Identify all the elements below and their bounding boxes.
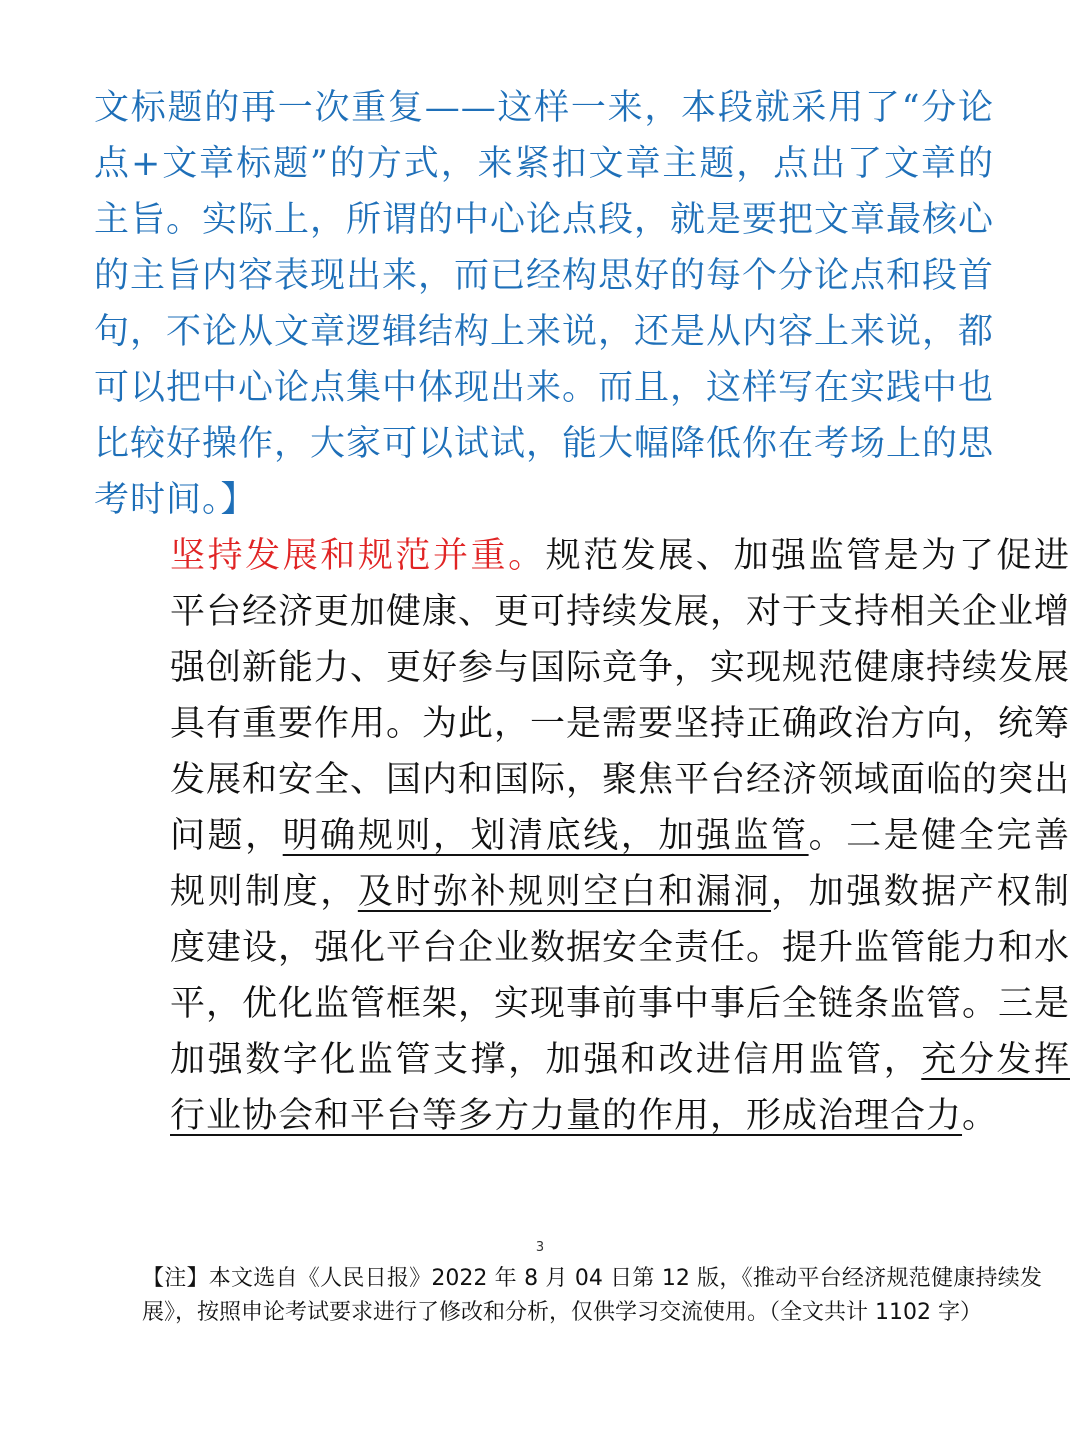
source-footnote: 【注】本文选自《人民日报》2022 年 8 月 04 日第 12 版，《推动平台经济规范健康持续发展》，按照申论考试要求进行了修改和分析，仅供学习交流使用。（全文共计 1102 字） [142,1266,1042,1325]
analysis-commentary: 文标题的再一次重复——这样一来，本段就采用了“分论点+文章标题”的方式，来紧扣文章主题，点出了文章的主旨。实际上，所谓的中心论点段，就是要把文章最核心的主旨内容表现出来，而已经构思好的每个分论点和段首句，不论从文章逻辑结构上来说，还是从内容上来说，都可以把中心论点集中体现出来。而且，这样写在实践中也比较好操作，大家可以试试，能大幅降低你在考场上的思考时间。】 [94,88,995,520]
paragraph-text-2: 。二是健全完善规则制度， [170,816,1070,912]
underlined-phrase-2: 及时弥补规则空白和漏洞 [357,872,772,912]
page-number: 3 [535,1240,545,1255]
body-paragraph [94,528,1070,1144]
paragraph-text-1: 规范发展、加强监管是为了促进平台经济更加健康、更可持续发展，对于支持相关企业增强创新能力、更好参与国际竞争，实现规范健康持续发展具有重要作用。为此，一是需要坚持正确政治方向，统筹发展和安全、国内和国际，聚焦平台经济领域面临的突出问题， [170,536,1071,856]
underlined-phrase-3: 充分发挥行业协会和平台等多方力量的作用，形成治理合力 [170,1040,1070,1136]
paragraph-text-3: ，加强数据产权制度建设，强化平台企业数据安全责任。提升监管能力和水平，优化监管框架，实现事前事中事后全链条监管。三是加强数字化监管支撑，加强和改进信用监管， [170,872,1071,1080]
paragraph-lead-sentence: 坚持发展和规范并重。 [170,536,546,576]
underlined-phrase-1: 明确规则，划清底线，加强监管 [282,816,809,856]
paragraph-text-4: 。 [962,1096,999,1136]
